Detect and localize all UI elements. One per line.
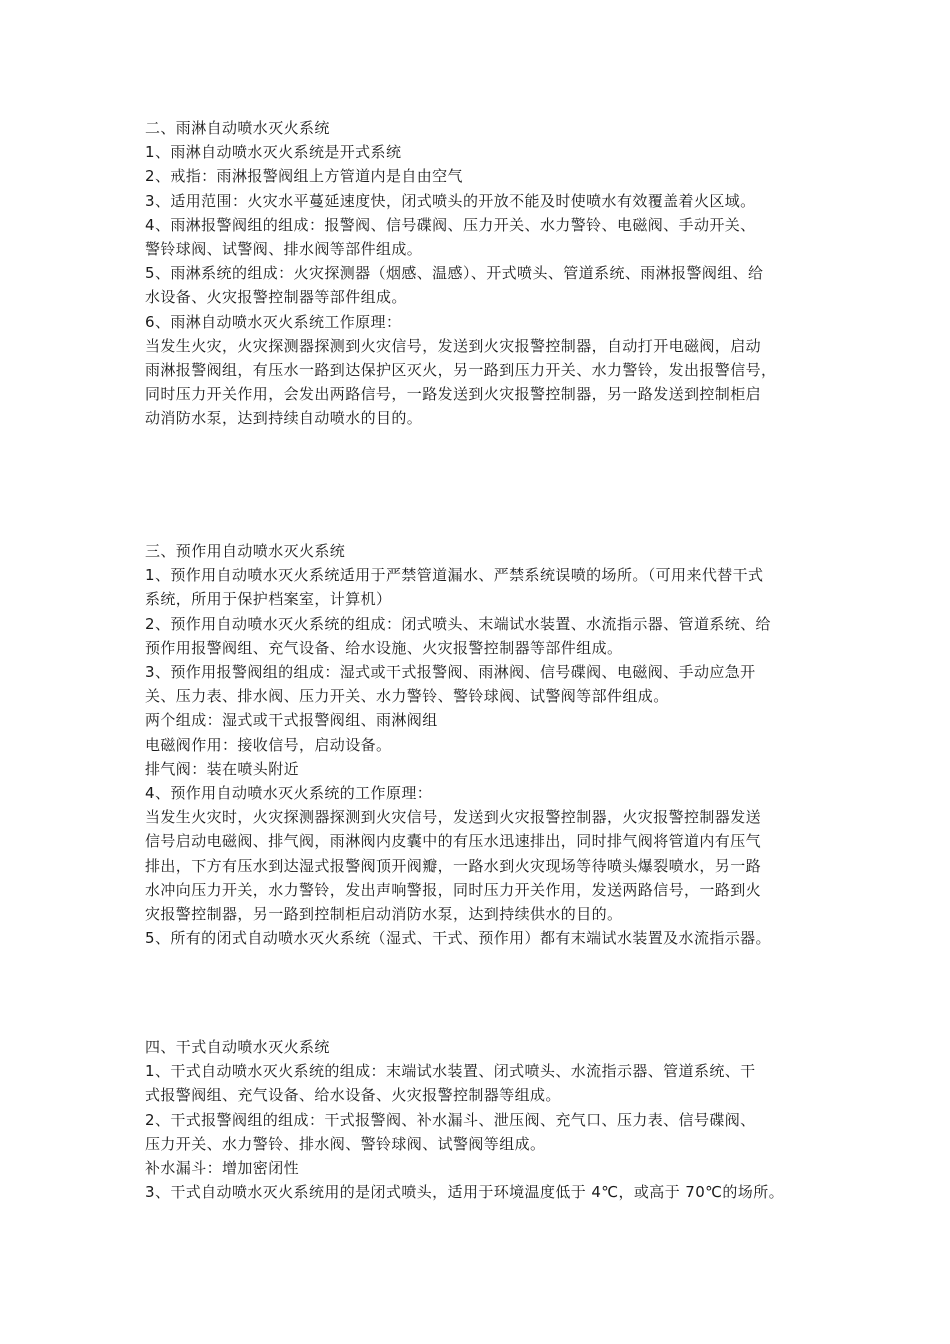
paragraph-line: 灾报警控制器，另一路到控制柜启动消防水泵，达到持续供水的目的。 [145, 905, 623, 924]
paragraph-line: 排出，下方有压水到达湿式报警阀顶开阀瓣，一路水到火灾现场等待喷头爆裂喷水，另一路 [145, 856, 762, 875]
paragraph-line: 当发生火灾时，火灾探测器探测到火灾信号，发送到火灾报警控制器，火灾报警控制器发送 [145, 808, 762, 827]
paragraph-line: 关、压力表、排水阀、压力开关、水力警铃、警铃球阀、试警阀等部件组成。 [145, 687, 669, 706]
paragraph-line: 水冲向压力开关，水力警铃，发出声响警报，同时压力开关作用，发送两路信号，一路到火 [145, 880, 762, 899]
paragraph-line: 雨淋报警阀组，有压水一路到达保护区灭火，另一路到压力开关、水力警铃，发出报警信号， [145, 361, 777, 380]
paragraph-line: 电磁阀作用：接收信号，启动设备。 [145, 735, 392, 754]
paragraph-line: 3、适用范围：火灾水平蔓延速度快，闭式喷头的开放不能及时使喷水有效覆盖着火区域。 [145, 191, 756, 210]
paragraph-line: 6、雨淋自动喷水灭火系统工作原理： [145, 312, 402, 331]
paragraph-line: 两个组成：湿式或干式报警阀组、雨淋阀组 [145, 711, 438, 730]
section-heading: 四、干式自动喷水灭火系统 [145, 1038, 330, 1056]
paragraph-line: 压力开关、水力警铃、排水阀、警铃球阀、试警阀等组成。 [145, 1134, 546, 1153]
section-heading: 三、预作用自动喷水灭火系统 [145, 542, 346, 560]
paragraph-line: 2、预作用自动喷水灭火系统的组成：闭式喷头、末端试水装置、水流指示器、管道系统、给 [145, 614, 771, 633]
paragraph-line: 同时压力开关作用，会发出两路信号，一路发送到火灾报警控制器，另一路发送到控制柜启 [145, 385, 762, 404]
paragraph-line: 补水漏斗：增加密闭性 [145, 1159, 300, 1178]
paragraph-line: 信号启动电磁阀、排气阀，雨淋阀内皮囊中的有压水迅速排出，同时排气阀将管道内有压气 [145, 832, 762, 851]
paragraph-line: 系统，所用于保护档案室，计算机） [145, 590, 392, 609]
paragraph-line: 5、雨淋系统的组成：火灾探测器（烟感、温感）、开式喷头、管道系统、雨淋报警阀组、给 [145, 264, 764, 283]
section-preaction-system [145, 539, 813, 950]
paragraph-line: 3、干式自动喷水灭火系统用的是闭式喷头，适用于环境温度低于 4℃，或高于 70℃的场所。 [145, 1183, 785, 1202]
paragraph-line: 5、所有的闭式自动喷水灭火系统（湿式、干式、预作用）都有末端试水装置及水流指示器。 [145, 929, 771, 948]
paragraph-line: 1、雨淋自动喷水灭火系统是开式系统 [145, 143, 402, 162]
paragraph-line: 1、预作用自动喷水灭火系统适用于严禁管道漏水、严禁系统误喷的场所。（可用来代替干式 [145, 566, 764, 585]
section-deluge-system [145, 116, 813, 431]
paragraph-line: 动消防水泵，达到持续自动喷水的目的。 [145, 409, 423, 428]
paragraph-line: 1、干式自动喷水灭火系统的组成：末端试水装置、闭式喷头、水流指示器、管道系统、干 [145, 1062, 756, 1081]
paragraph-line: 3、预作用报警阀组的组成：湿式或干式报警阀、雨淋阀、信号碟阀、电磁阀、手动应急开 [145, 663, 756, 682]
paragraph-line: 水设备、火灾报警控制器等部件组成。 [145, 288, 407, 307]
paragraph-line: 排气阀：装在喷头附近 [145, 759, 300, 778]
section-dry-pipe-system [145, 1035, 813, 1204]
paragraph-line: 2、干式报警阀组的组成：干式报警阀、补水漏斗、泄压阀、充气口、压力表、信号碟阀、 [145, 1110, 756, 1129]
paragraph-line: 4、预作用自动喷水灭火系统的工作原理： [145, 784, 433, 803]
section-heading: 二、雨淋自动喷水灭火系统 [145, 119, 330, 137]
paragraph-line: 警铃球阀、试警阀、排水阀等部件组成。 [145, 240, 423, 259]
paragraph-line: 4、雨淋报警阀组的组成：报警阀、信号碟阀、压力开关、水力警铃、电磁阀、手动开关、 [145, 215, 756, 234]
paragraph-line: 当发生火灾，火灾探测器探测到火灾信号，发送到火灾报警控制器，自动打开电磁阀，启动 [145, 336, 762, 355]
paragraph-line: 式报警阀组、充气设备、给水设备、火灾报警控制器等组成。 [145, 1086, 561, 1105]
paragraph-line: 预作用报警阀组、充气设备、给水设施、火灾报警控制器等部件组成。 [145, 638, 623, 657]
paragraph-line: 2、戒指：雨淋报警阀组上方管道内是自由空气 [145, 167, 463, 186]
